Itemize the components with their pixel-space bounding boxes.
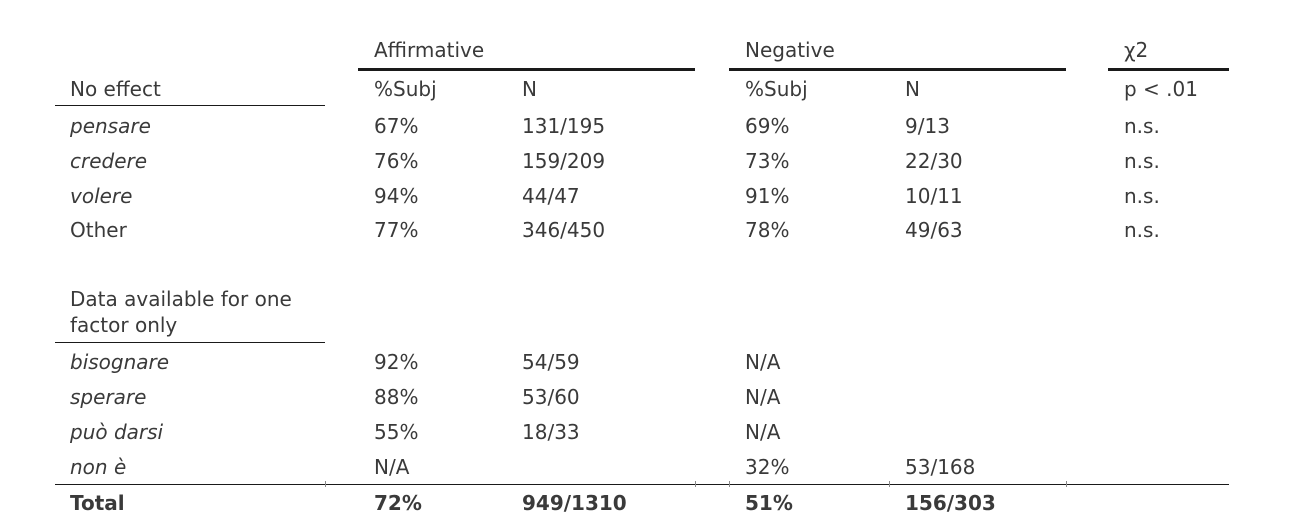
aff-n-cell: 44/47 bbox=[522, 184, 580, 208]
neg-pct-cell: 73% bbox=[745, 149, 790, 173]
neg-pct-cell: 78% bbox=[745, 218, 790, 242]
verb-cell: sperare bbox=[70, 385, 147, 409]
aff-pct-cell: 77% bbox=[374, 218, 419, 242]
neg-n-cell: 9/13 bbox=[905, 114, 950, 138]
aff-pct-cell: 55% bbox=[374, 420, 419, 444]
verb-cell: Other bbox=[70, 218, 127, 242]
chi2-cell: n.s. bbox=[1124, 149, 1160, 173]
verb-cell: può darsi bbox=[70, 420, 164, 444]
aff-pct-cell: 94% bbox=[374, 184, 419, 208]
neg-subj-header: %Subj bbox=[745, 77, 808, 101]
total-label: Total bbox=[70, 491, 125, 515]
total-rule-tick bbox=[695, 481, 696, 487]
aff-pct-cell: 92% bbox=[374, 350, 419, 374]
chi2-rule bbox=[1108, 68, 1229, 71]
total-rule-tick bbox=[1066, 481, 1067, 487]
neg-pct-cell: 32% bbox=[745, 455, 790, 479]
total-aff-n: 949/1310 bbox=[522, 491, 627, 515]
aff-n-cell: 131/195 bbox=[522, 114, 606, 138]
one-factor-underline bbox=[55, 342, 325, 343]
group-affirmative: Affirmative bbox=[374, 38, 485, 62]
aff-n-cell: 18/33 bbox=[522, 420, 580, 444]
verb-cell: non è bbox=[70, 455, 127, 479]
neg-n-cell: 10/11 bbox=[905, 184, 963, 208]
aff-n-cell: 346/450 bbox=[522, 218, 606, 242]
chi2-cell: n.s. bbox=[1124, 184, 1160, 208]
one-factor-heading-line2: factor only bbox=[70, 313, 178, 337]
neg-n-cell: 49/63 bbox=[905, 218, 963, 242]
neg-pct-cell: N/A bbox=[745, 420, 781, 444]
verb-cell: pensare bbox=[70, 114, 151, 138]
aff-subj-header: %Subj bbox=[374, 77, 437, 101]
total-neg-n: 156/303 bbox=[905, 491, 996, 515]
total-rule bbox=[55, 484, 1229, 485]
aff-pct-cell: 88% bbox=[374, 385, 419, 409]
neg-n-cell: 22/30 bbox=[905, 149, 963, 173]
affirmative-rule bbox=[358, 68, 695, 71]
verb-cell: credere bbox=[70, 149, 148, 173]
negative-rule bbox=[729, 68, 1066, 71]
neg-pct-cell: 91% bbox=[745, 184, 790, 208]
no-effect-underline bbox=[55, 105, 325, 106]
group-chi2: χ2 bbox=[1124, 38, 1149, 62]
aff-pct-cell: 76% bbox=[374, 149, 419, 173]
aff-pct-cell: N/A bbox=[374, 455, 410, 479]
verb-cell: bisognare bbox=[70, 350, 170, 374]
one-factor-heading-line1: Data available for one bbox=[70, 287, 292, 311]
aff-n-cell: 159/209 bbox=[522, 149, 606, 173]
neg-n-cell: 53/168 bbox=[905, 455, 976, 479]
aff-n-cell: 53/60 bbox=[522, 385, 580, 409]
neg-n-header: N bbox=[905, 77, 920, 101]
verb-cell: volere bbox=[70, 184, 133, 208]
neg-pct-cell: 69% bbox=[745, 114, 790, 138]
aff-n-header: N bbox=[522, 77, 537, 101]
chi2-cell: n.s. bbox=[1124, 114, 1160, 138]
neg-pct-cell: N/A bbox=[745, 385, 781, 409]
neg-pct-cell: N/A bbox=[745, 350, 781, 374]
group-negative: Negative bbox=[745, 38, 835, 62]
chi2-cell: n.s. bbox=[1124, 218, 1160, 242]
total-aff-pct: 72% bbox=[374, 491, 422, 515]
no-effect-heading: No effect bbox=[70, 77, 161, 101]
total-rule-tick bbox=[889, 481, 890, 487]
aff-pct-cell: 67% bbox=[374, 114, 419, 138]
chi2-p-header: p < .01 bbox=[1124, 77, 1198, 101]
total-rule-tick bbox=[729, 481, 730, 487]
total-neg-pct: 51% bbox=[745, 491, 793, 515]
total-rule-tick bbox=[325, 481, 326, 487]
aff-n-cell: 54/59 bbox=[522, 350, 580, 374]
